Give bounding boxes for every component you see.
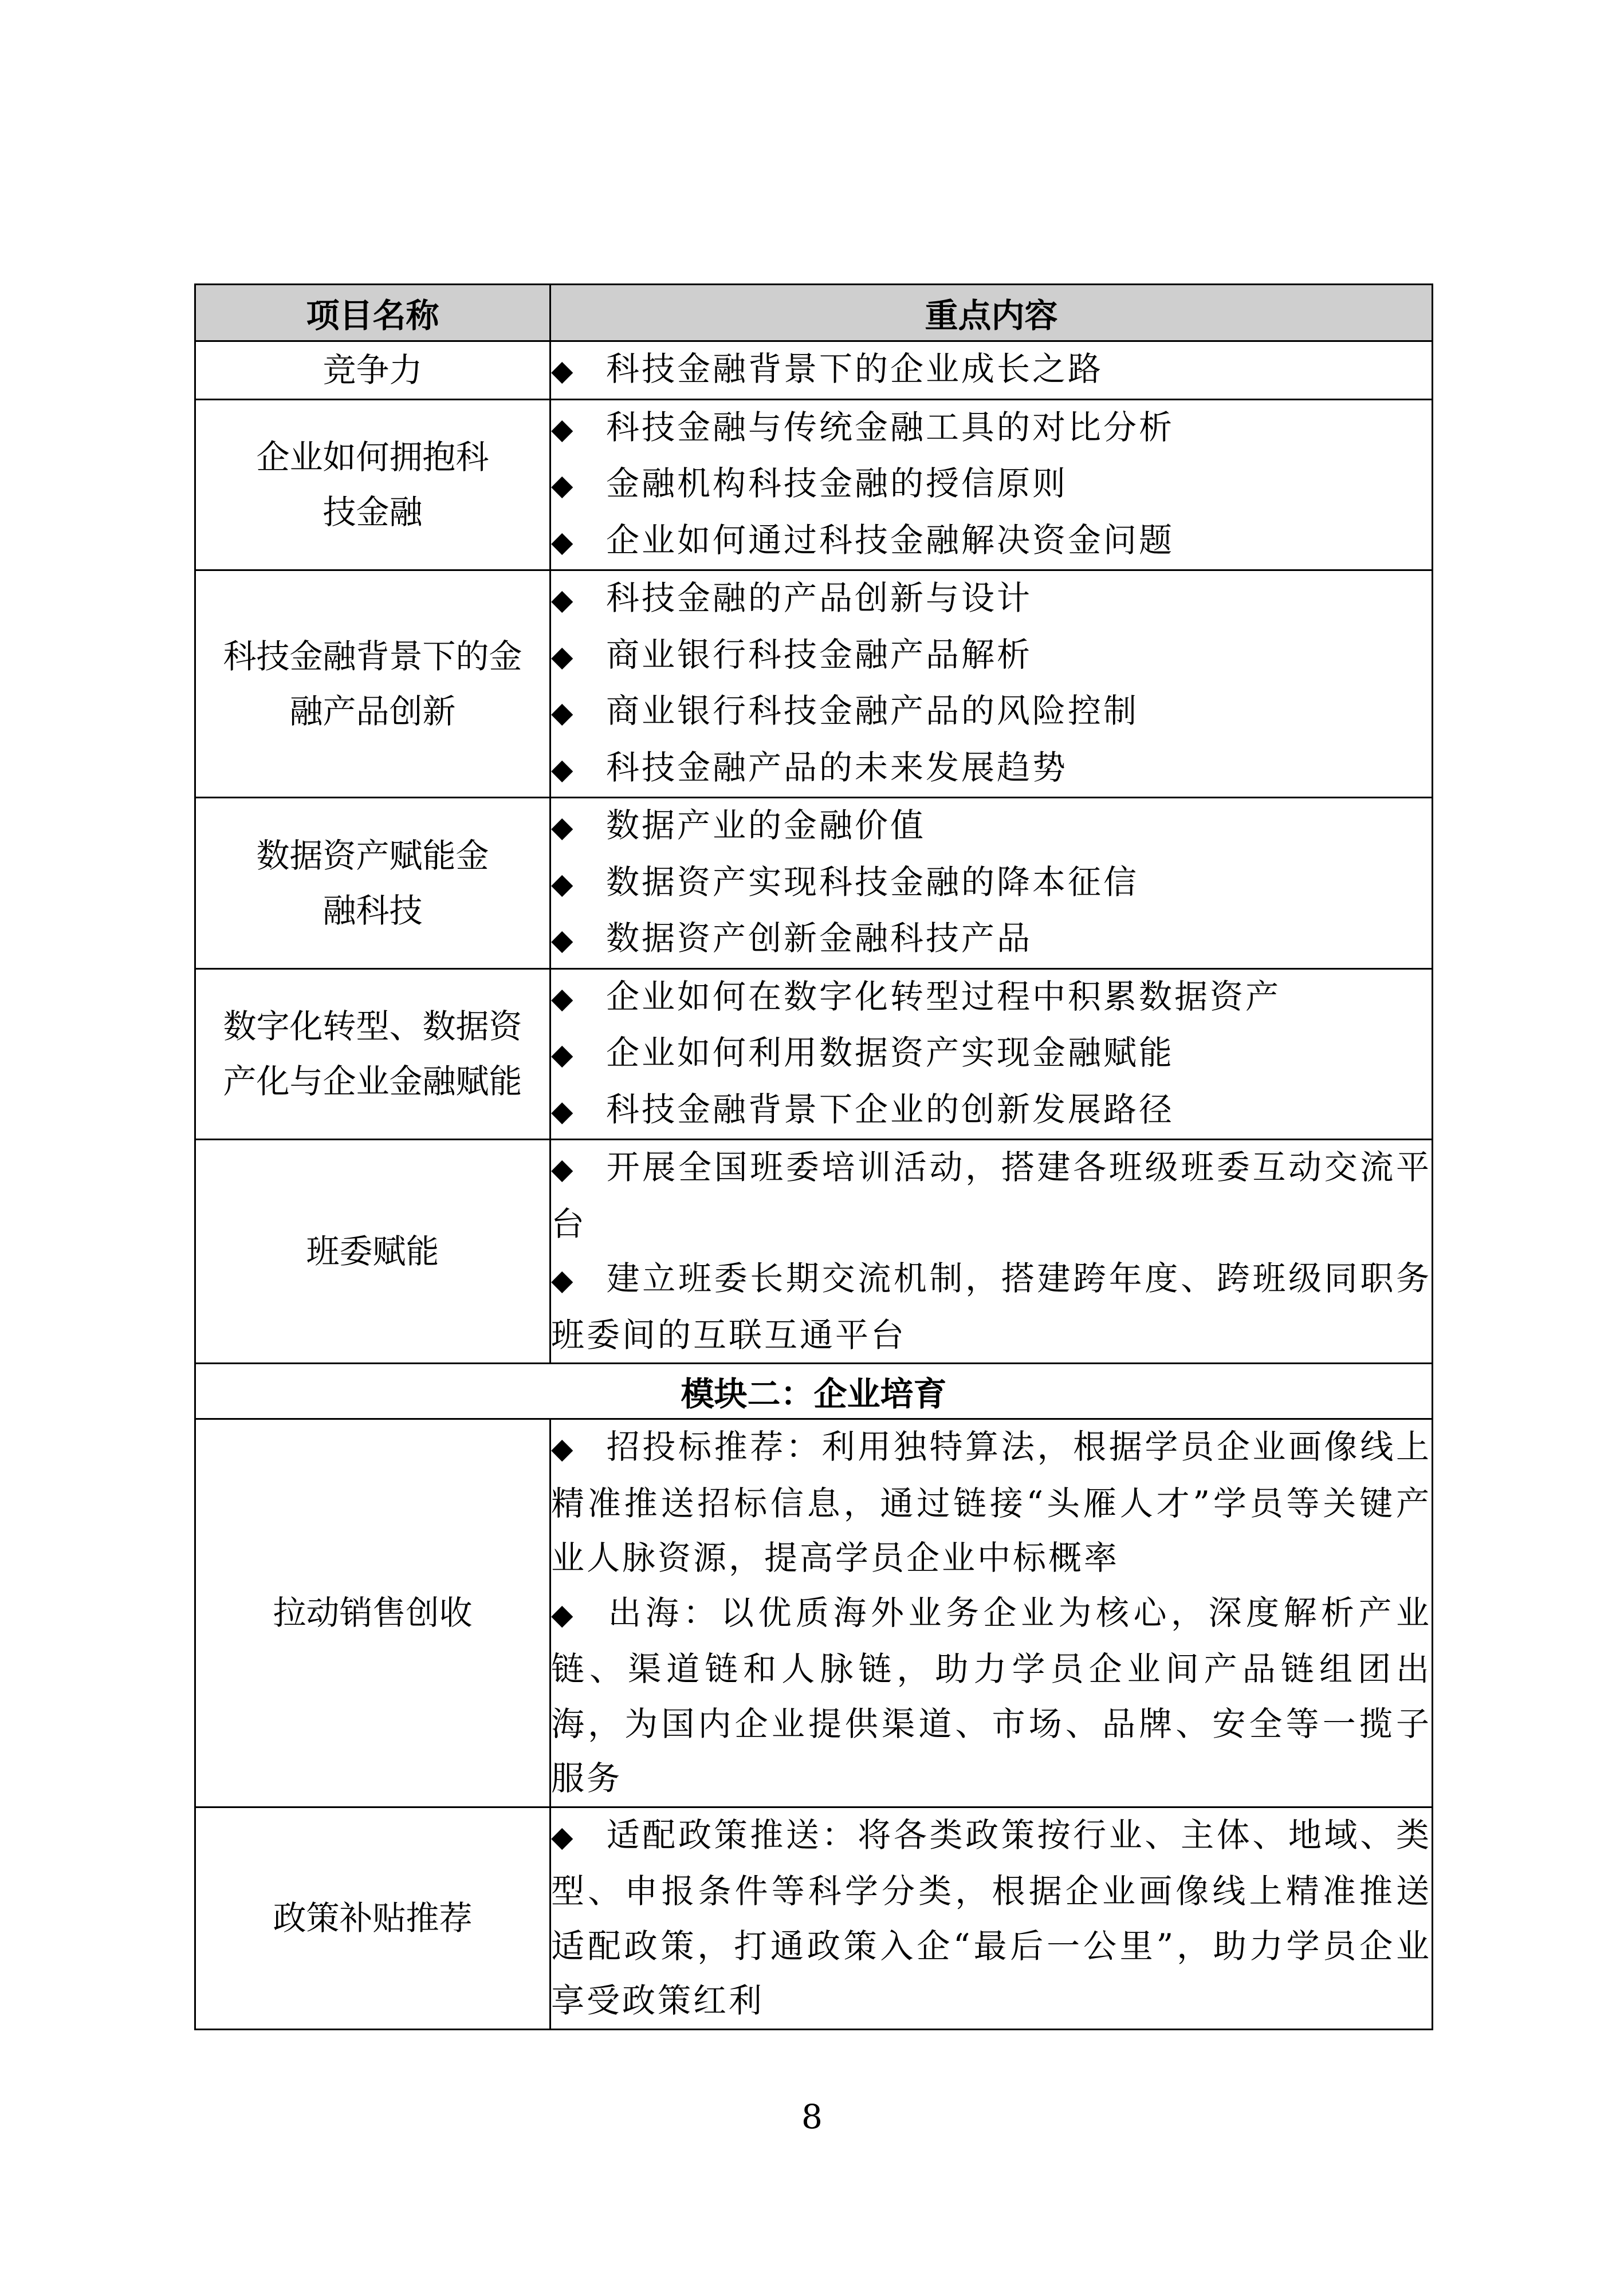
list-item: ◆ 企业如何通过科技金融解决资金问题 xyxy=(551,513,1432,570)
row-name xyxy=(195,1807,550,2029)
row-content xyxy=(550,570,1433,798)
table-row xyxy=(195,570,1433,798)
row-name-text: 拉动销售创收 xyxy=(273,1593,473,1633)
diamond-bullet-icon: ◆ xyxy=(551,981,576,1015)
diamond-bullet-icon: ◆ xyxy=(551,867,576,900)
row-name-text: 企业如何拥抱科技金融 xyxy=(256,438,489,532)
diamond-bullet-icon: ◆ xyxy=(551,1152,576,1186)
diamond-bullet-icon: ◆ xyxy=(551,525,576,558)
table-row xyxy=(195,341,1433,400)
list-item: ◆ 科技金融的产品创新与设计 xyxy=(551,571,1432,628)
diamond-bullet-icon: ◆ xyxy=(551,923,576,956)
row-name-text: 数据资产赋能金融科技 xyxy=(256,836,489,930)
diamond-bullet-icon: ◆ xyxy=(551,1597,576,1631)
list-item: ◆ 开展全国班委培训活动，搭建各班级班委互动交流平台 xyxy=(551,1140,1432,1251)
table-row xyxy=(195,399,1433,570)
table-row xyxy=(195,1807,1433,2029)
diamond-bullet-icon: ◆ xyxy=(551,752,576,786)
list-item: ◆ 适配政策推送：将各类政策按行业、主体、地域、类型、申报条件等科学分类，根据企业画像线上精准推送适配政策，打通政策入企“最后一公里”，助力学员企业享受政策红利 xyxy=(551,1808,1432,2029)
course-table xyxy=(194,283,1433,2030)
row-name xyxy=(195,798,550,969)
diamond-bullet-icon: ◆ xyxy=(551,468,576,502)
list-item: ◆ 商业银行科技金融产品的风险控制 xyxy=(551,684,1432,741)
row-content xyxy=(550,341,1433,400)
row-name-text: 班委赋能 xyxy=(306,1232,439,1271)
list-item: ◆ 企业如何在数字化转型过程中积累数据资产 xyxy=(551,970,1432,1026)
list-item: ◆ 招投标推荐：利用独特算法，根据学员企业画像线上精准推送招标信息，通过链接“头雁人才”学员等关键产业人脉资源，提高学员企业中标概率 xyxy=(551,1420,1432,1586)
diamond-bullet-icon: ◆ xyxy=(551,354,576,387)
row-name-text: 数字化转型、数据资产化与企业金融赋能 xyxy=(223,1007,522,1101)
diamond-bullet-icon: ◆ xyxy=(551,810,576,844)
row-name xyxy=(195,1140,550,1364)
list-item: ◆ 科技金融与传统金融工具的对比分析 xyxy=(551,400,1432,457)
module-row xyxy=(195,1364,1433,1419)
diamond-bullet-icon: ◆ xyxy=(551,412,576,446)
row-name-text: 竞争力 xyxy=(323,350,423,390)
diamond-bullet-icon: ◆ xyxy=(551,1820,576,1853)
diamond-bullet-icon: ◆ xyxy=(551,583,576,616)
row-name-text: 科技金融背景下的金融产品创新 xyxy=(223,637,522,731)
list-item: ◆ 出海：以优质海外业务企业为核心，深度解析产业链、渠道链和人脉链，助力学员企业间产品链组团出海，为国内企业提供渠道、市场、品牌、安全等一揽子服务 xyxy=(551,1586,1432,1806)
diamond-bullet-icon: ◆ xyxy=(551,1432,576,1465)
row-content xyxy=(550,1140,1433,1364)
list-item: ◆ 科技金融背景下企业的创新发展路径 xyxy=(551,1082,1432,1139)
diamond-bullet-icon: ◆ xyxy=(551,1094,576,1128)
list-item: ◆ 商业银行科技金融产品解析 xyxy=(551,628,1432,684)
row-name xyxy=(195,341,550,400)
list-item: ◆ 科技金融产品的未来发展趋势 xyxy=(551,741,1432,797)
row-content xyxy=(550,1807,1433,2029)
row-name xyxy=(195,1419,550,1807)
list-item: ◆ 数据资产创新金融科技产品 xyxy=(551,911,1432,968)
list-item: ◆ 数据资产实现科技金融的降本征信 xyxy=(551,855,1432,912)
diamond-bullet-icon: ◆ xyxy=(551,1038,576,1071)
table-header-row xyxy=(195,285,1433,341)
list-item: ◆ 建立班委长期交流机制，搭建跨年度、跨班级同职务班委间的互联互通平台 xyxy=(551,1251,1432,1362)
row-name-text: 政策补贴推荐 xyxy=(273,1899,473,1937)
row-name xyxy=(195,968,550,1140)
diamond-bullet-icon: ◆ xyxy=(551,696,576,729)
diamond-bullet-icon: ◆ xyxy=(551,639,576,673)
row-content xyxy=(550,968,1433,1140)
table-row xyxy=(195,798,1433,969)
list-item: ◆ 科技金融背景下的企业成长之路 xyxy=(551,342,1432,399)
table-row xyxy=(195,1419,1433,1807)
list-item: ◆ 数据产业的金融价值 xyxy=(551,798,1432,855)
row-name xyxy=(195,570,550,798)
row-name xyxy=(195,399,550,570)
diamond-bullet-icon: ◆ xyxy=(551,1263,576,1297)
row-content xyxy=(550,1419,1433,1807)
header-project-name: 项目名称 xyxy=(195,285,550,341)
row-content xyxy=(550,798,1433,969)
page-number: 8 xyxy=(801,2097,823,2136)
table-row xyxy=(195,968,1433,1140)
module-title: 模块二：企业培育 xyxy=(195,1364,1433,1419)
table-row xyxy=(195,1140,1433,1364)
row-content xyxy=(550,399,1433,570)
list-item: ◆ 金融机构科技金融的授信原则 xyxy=(551,456,1432,513)
list-item: ◆ 企业如何利用数据资产实现金融赋能 xyxy=(551,1026,1432,1082)
header-key-content: 重点内容 xyxy=(550,285,1433,341)
